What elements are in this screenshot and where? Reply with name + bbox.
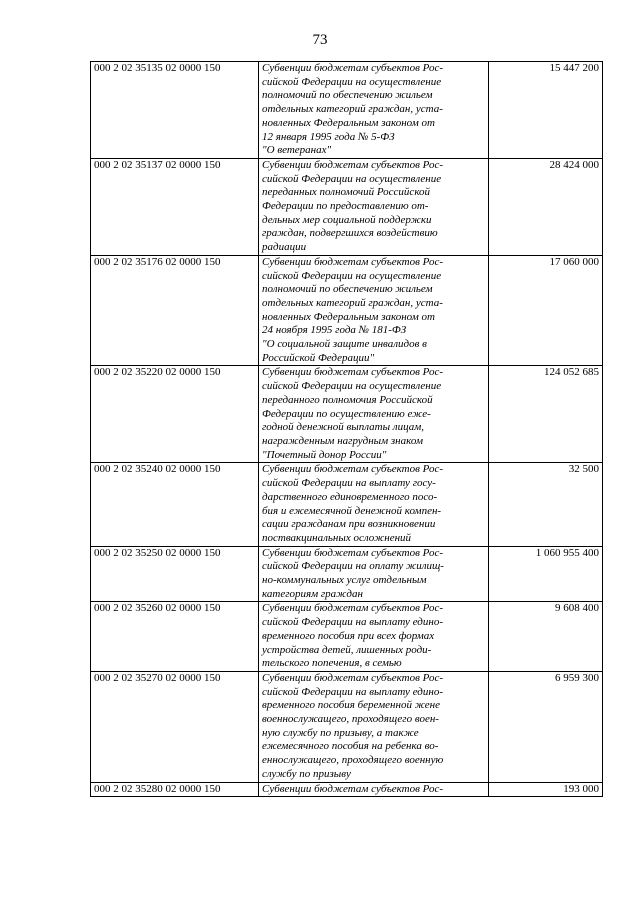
description-line: Субвенции бюджетам субъектов Рос- bbox=[262, 255, 444, 268]
budget-code-cell: 000 2 02 35137 02 0000 150 bbox=[91, 158, 259, 255]
description-line: "Почетный донор России" bbox=[262, 448, 387, 461]
description-line: полномочий по обеспечению жильем bbox=[262, 283, 433, 296]
table-row bbox=[91, 255, 603, 366]
budget-table-body bbox=[91, 62, 603, 797]
description-line: "О ветеранах" bbox=[262, 144, 332, 157]
amount-cell: 6 959 300 bbox=[489, 671, 603, 782]
description-line: Федерации по предоставлению от- bbox=[262, 200, 429, 213]
description-line: ежемесячного пособия на ребенка во- bbox=[262, 740, 439, 753]
description-line: годной денежной выплаты лицам, bbox=[262, 421, 425, 434]
description-line: бия и ежемесячной денежной компен- bbox=[262, 504, 442, 517]
description-line: Субвенции бюджетам субъектов Рос- bbox=[262, 546, 444, 559]
description-line: Субвенции бюджетам субъектов Рос- bbox=[262, 62, 444, 74]
description-line: дарственного единовременного посо- bbox=[262, 490, 438, 503]
description-line: новленных Федеральным законом от bbox=[262, 116, 435, 129]
description-line: категориям граждан bbox=[262, 587, 363, 600]
table-row bbox=[91, 366, 603, 463]
budget-code-cell: 000 2 02 35240 02 0000 150 bbox=[91, 463, 259, 546]
description-line: сийской Федерации на выплату едино- bbox=[262, 616, 443, 629]
table-row bbox=[91, 782, 603, 797]
description-cell bbox=[259, 602, 489, 672]
budget-code-cell: 000 2 02 35280 02 0000 150 bbox=[91, 782, 259, 797]
budget-code-cell: 000 2 02 35250 02 0000 150 bbox=[91, 546, 259, 602]
description-cell bbox=[259, 782, 489, 797]
description-line: временного пособия при всех формах bbox=[262, 629, 435, 642]
description-cell bbox=[259, 463, 489, 546]
table-row bbox=[91, 546, 603, 602]
page-number: 73 bbox=[312, 32, 328, 48]
description-line: Субвенции бюджетам субъектов Рос- bbox=[262, 158, 444, 171]
table-row bbox=[91, 671, 603, 782]
amount-cell: 15 447 200 bbox=[489, 62, 603, 159]
description-cell bbox=[259, 366, 489, 463]
description-line: сийской Федерации на осуществление bbox=[262, 269, 442, 282]
amount-cell: 17 060 000 bbox=[489, 255, 603, 366]
description-cell bbox=[259, 158, 489, 255]
table-row bbox=[91, 602, 603, 672]
description-line: временного пособия беременной жене bbox=[262, 699, 440, 712]
table-row bbox=[91, 62, 603, 159]
budget-code-cell: 000 2 02 35220 02 0000 150 bbox=[91, 366, 259, 463]
table-row bbox=[91, 158, 603, 255]
table-row bbox=[91, 463, 603, 546]
amount-cell: 124 052 685 bbox=[489, 366, 603, 463]
description-line: ную службу по призыву, а также bbox=[262, 726, 419, 739]
description-line: Российской Федерации" bbox=[262, 351, 375, 364]
description-line: новленных Федеральным законом от bbox=[262, 310, 435, 323]
description-line: Субвенции бюджетам субъектов Рос- bbox=[262, 782, 444, 795]
description-line: но-коммунальных услуг отдельным bbox=[262, 574, 427, 587]
description-line: Субвенции бюджетам субъектов Рос- bbox=[262, 671, 444, 684]
description-line: сийской Федерации на выплату госу- bbox=[262, 477, 436, 490]
description-line: сийской Федерации на осуществление bbox=[262, 380, 442, 393]
description-line: сийской Федерации на выплату едино- bbox=[262, 685, 443, 698]
description-line: переданных полномочий Российской bbox=[262, 186, 431, 199]
description-cell bbox=[259, 671, 489, 782]
description-line: "О социальной защите инвалидов в bbox=[262, 338, 427, 351]
description-line: награжденным нагрудным знаком bbox=[262, 434, 423, 447]
description-line: дельных мер социальной поддержки bbox=[262, 213, 432, 226]
budget-code-cell: 000 2 02 35176 02 0000 150 bbox=[91, 255, 259, 366]
description-line: сийской Федерации на осуществление bbox=[262, 75, 442, 88]
description-line: тельского попечения, в семью bbox=[262, 657, 402, 670]
description-line: сийской Федерации на оплату жилищ- bbox=[262, 560, 444, 573]
description-line: службу по призыву bbox=[262, 767, 351, 780]
description-cell bbox=[259, 62, 489, 159]
description-line: отдельных категорий граждан, уста- bbox=[262, 103, 443, 116]
description-line: отдельных категорий граждан, уста- bbox=[262, 296, 443, 309]
description-line: военнослужащего, проходящего воен- bbox=[262, 713, 439, 726]
description-line: полномочий по обеспечению жильем bbox=[262, 89, 433, 102]
description-line: 24 ноября 1995 года № 181-ФЗ bbox=[262, 324, 407, 337]
description-line: 12 января 1995 года № 5-ФЗ bbox=[262, 130, 395, 143]
budget-code-cell: 000 2 02 35135 02 0000 150 bbox=[91, 62, 259, 159]
description-line: сийской Федерации на осуществление bbox=[262, 172, 442, 185]
amount-cell: 9 608 400 bbox=[489, 602, 603, 672]
amount-cell: 32 500 bbox=[489, 463, 603, 546]
description-line: сации гражданам при возникновении bbox=[262, 518, 436, 531]
description-line: поствакцинальных осложнений bbox=[262, 531, 412, 544]
description-cell bbox=[259, 546, 489, 602]
description-line: Субвенции бюджетам субъектов Рос- bbox=[262, 463, 444, 476]
description-line: еннослужащего, проходящего военную bbox=[262, 754, 444, 767]
budget-code-cell: 000 2 02 35270 02 0000 150 bbox=[91, 671, 259, 782]
budget-code-cell: 000 2 02 35260 02 0000 150 bbox=[91, 602, 259, 672]
description-line: переданного полномочия Российской bbox=[262, 393, 433, 406]
description-cell bbox=[259, 255, 489, 366]
description-line: устройства детей, лишенных роди- bbox=[262, 643, 432, 656]
description-line: радиации bbox=[262, 241, 307, 254]
description-line: граждан, подвергшихся воздействию bbox=[262, 227, 438, 240]
description-line: Федерации по осуществлению еже- bbox=[262, 407, 431, 420]
description-line: Субвенции бюджетам субъектов Рос- bbox=[262, 602, 444, 615]
budget-table bbox=[90, 61, 603, 797]
description-line: Субвенции бюджетам субъектов Рос- bbox=[262, 366, 444, 379]
amount-cell: 193 000 bbox=[489, 782, 603, 797]
amount-cell: 28 424 000 bbox=[489, 158, 603, 255]
amount-cell: 1 060 955 400 bbox=[489, 546, 603, 602]
